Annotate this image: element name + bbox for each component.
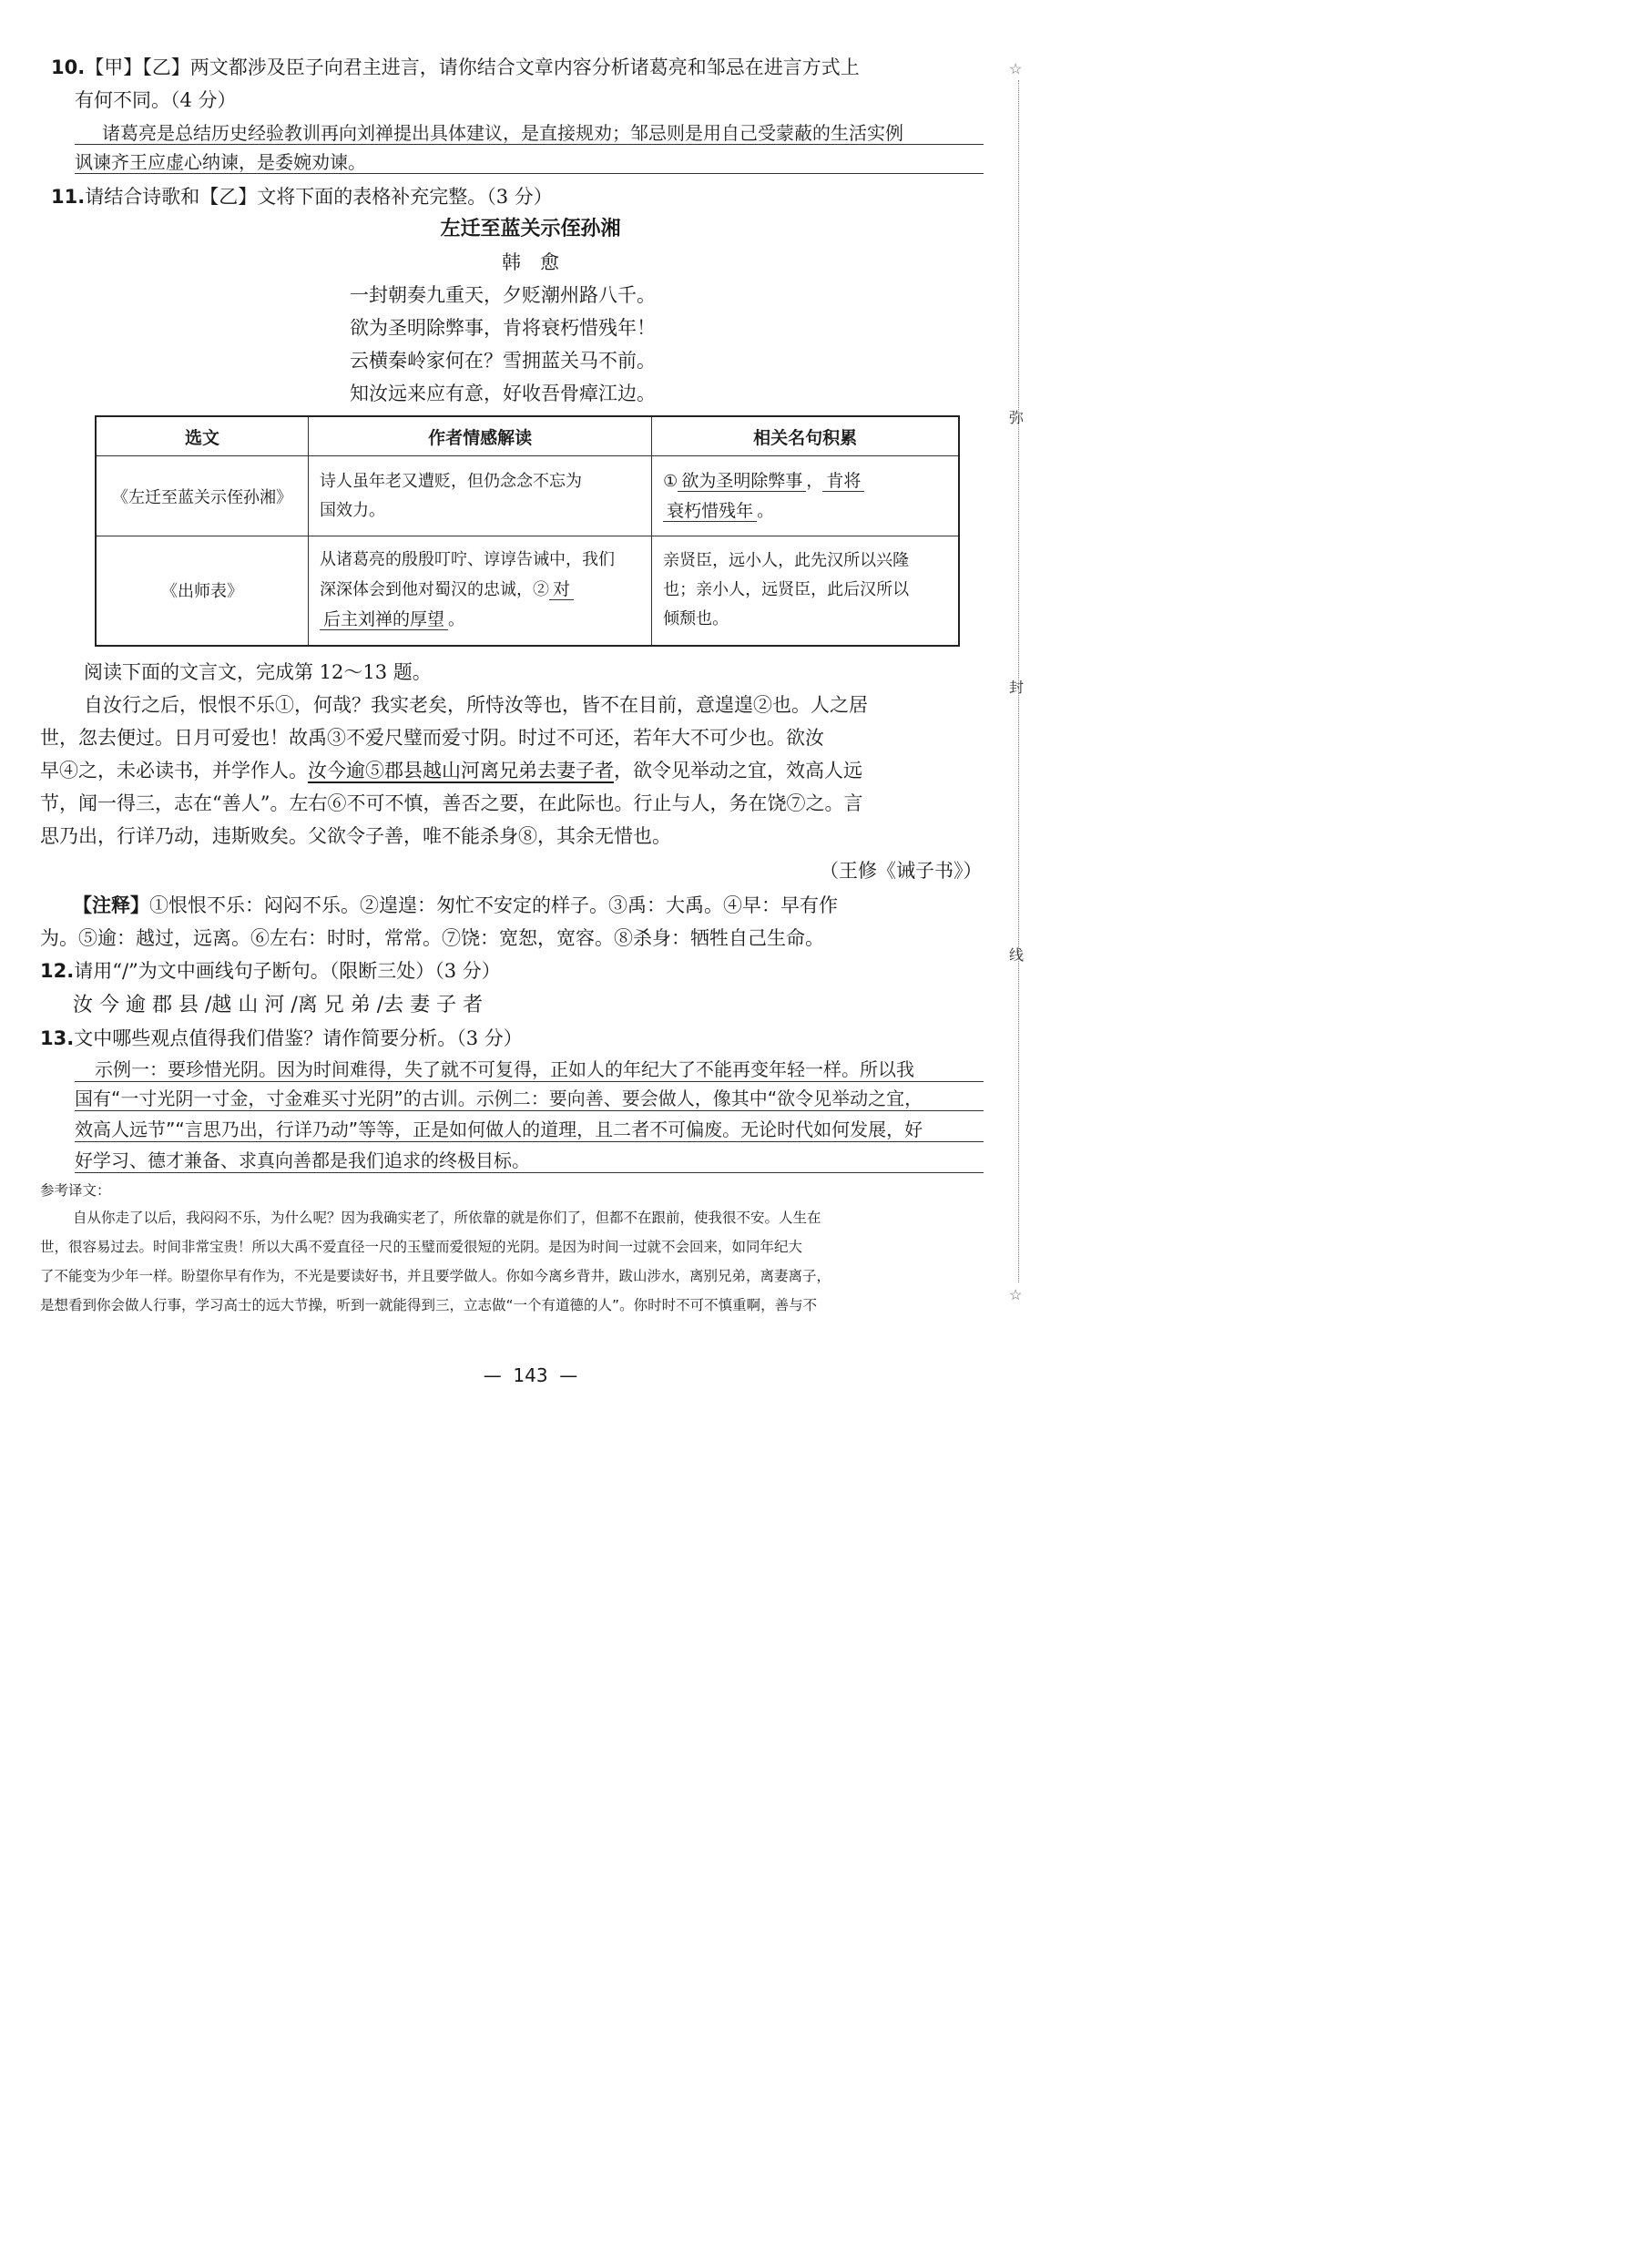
fill-answer: 欲为圣明除弊事 bbox=[678, 471, 806, 492]
passage-intro: 阅读下面的文言文，完成第 12～13 题。 bbox=[84, 661, 432, 683]
underlined-sentence: 汝今逾⑤郡县越山河离兄弟去妻子者 bbox=[308, 760, 614, 781]
q12-question: 12.请用“/”为文中画线句子断句。（限断三处）（3 分） bbox=[40, 960, 501, 982]
header-selection: 选文 bbox=[96, 416, 308, 456]
translation-line: 是想看到你会做人行事，学习高士的远大节操，听到一就能得到三，立志做“一个有道德的人”。你时时不可不慎重啊，善与不 bbox=[40, 1297, 818, 1313]
header-quotes: 相关名句积累 bbox=[652, 416, 959, 456]
fill-answer: 衰朽惜残年 bbox=[663, 501, 757, 522]
star-icon: ☆ bbox=[1009, 60, 1023, 77]
notes-label: 【注释】 bbox=[73, 894, 149, 916]
q13-number: 13. bbox=[40, 1027, 75, 1049]
poem-author: 韩 愈 bbox=[502, 251, 559, 273]
passage-line: 自汝行之后，恨恨不乐①，何哉？我实老矣，所恃汝等也，皆不在目前，意遑遑②也。人之居 bbox=[84, 694, 868, 716]
row1-work: 《左迁至蓝关示侄孙湘》 bbox=[96, 456, 308, 536]
row2-work: 《出师表》 bbox=[96, 536, 308, 646]
answer-rule bbox=[75, 1141, 984, 1142]
poem-line: 云横秦岭家何在？雪拥蓝关马不前。 bbox=[350, 350, 656, 372]
row2-emotion: 从诸葛亮的殷殷叮咛、谆谆告诫中，我们 深深体会到他对蜀汉的忠诚，② 对 后主刘禅的厚望 。 bbox=[308, 536, 651, 646]
q10-answer-line2: 讽谏齐王应虚心纳谏，是委婉劝谏。 bbox=[75, 151, 366, 173]
translation-label: 参考译文： bbox=[40, 1182, 111, 1199]
notes-line2: 为。⑤逾：越过，远离。⑥左右：时时，常常。⑦饶：宽恕，宽容。⑧杀身：牺牲自己生命。 bbox=[40, 927, 824, 949]
row2-quote: 亲贤臣，远小人，此先汉所以兴隆 也；亲小人，远贤臣，此后汉所以 倾颓也。 bbox=[652, 536, 959, 646]
answer-rule bbox=[75, 173, 984, 174]
margin-label-mi: 弥 bbox=[1009, 409, 1025, 426]
q10-answer-line1: 诸葛亮是总结历史经验教训再向刘禅提出具体建议，是直接规劝；邹忌则是用自己受蒙蔽的生活实例 bbox=[102, 122, 903, 144]
fill-answer: 肯将 bbox=[822, 471, 864, 492]
q10-number: 10. bbox=[51, 56, 86, 78]
table-row bbox=[96, 456, 959, 536]
q11-number: 11. bbox=[51, 186, 86, 208]
q13-answer-line: 示例一：要珍惜光阴。因为时间难得，失了就不可复得，正如人的年纪大了不能再变年轻一样。所以我 bbox=[95, 1058, 914, 1080]
q10-question-line2: 有何不同。（4 分） bbox=[75, 89, 237, 111]
passage-line: 节，闻一得三，志在“善人”。左右⑥不可不慎，善否之要，在此际也。行止与人，务在饶⑦之。言 bbox=[40, 792, 863, 814]
q13-answer-line: 国有“一寸光阴一寸金，寸金难买寸光阴”的古训。示例二：要向善、要会做人，像其中“欲令见举动之宜， bbox=[75, 1088, 923, 1109]
notes-line1: 【注释】①恨恨不乐：闷闷不乐。②遑遑：匆忙不安定的样子。③禹：大禹。④早：早有作 bbox=[73, 894, 838, 916]
answer-rule bbox=[75, 1172, 984, 1173]
translation-line: 世，很容易过去。时间非常宝贵！所以大禹不爱直径一尺的玉璧而爱很短的光阴。是因为时间一过就不会回来，如同年纪大 bbox=[40, 1239, 803, 1255]
fill-answer: 后主刘禅的厚望 bbox=[320, 609, 448, 630]
page bbox=[0, 0, 1061, 1416]
passage-line: 早④之，未必读书，并学作人。汝今逾⑤郡县越山河离兄弟去妻子者，欲令见举动之宜，效高人远 bbox=[40, 760, 862, 781]
row1-quote: ① 欲为圣明除弊事 ， 肯将 衰朽惜残年 。 bbox=[652, 456, 959, 536]
answer-rule bbox=[75, 144, 984, 145]
answer-rule bbox=[75, 1110, 984, 1111]
table-header-row bbox=[96, 416, 959, 456]
page-number: — 143 — bbox=[483, 1364, 578, 1386]
q12-answer: 汝 今 逾 郡 县 /越 山 河 /离 兄 弟 /去 妻 子 者 bbox=[73, 994, 484, 1016]
translation-line: 自从你走了以后，我闷闷不乐，为什么呢？因为我确实老了，所依靠的就是你们了，但都不在跟前，使我很不安。人生在 bbox=[73, 1210, 821, 1226]
fill-answer: 对 bbox=[549, 579, 574, 600]
header-emotion: 作者情感解读 bbox=[308, 416, 651, 456]
poem-title: 左迁至蓝关示侄孙湘 bbox=[440, 218, 621, 240]
passage-source: （王修《诫子书》） bbox=[820, 860, 983, 882]
star-icon: ☆ bbox=[1009, 1286, 1023, 1303]
q12-number: 12. bbox=[40, 960, 75, 982]
q13-answer-line: 好学习、德才兼备、求真向善都是我们追求的终极目标。 bbox=[75, 1149, 530, 1171]
q10-question-line1: 10.【甲】【乙】两文都涉及臣子向君主进言，请你结合文章内容分析诸葛亮和邹忌在进言方式上 bbox=[51, 56, 860, 78]
answer-rule bbox=[75, 1081, 984, 1082]
table-row bbox=[96, 536, 959, 646]
q11-table bbox=[95, 415, 960, 647]
poem-line: 欲为圣明除弊事，肯将衰朽惜残年！ bbox=[350, 317, 656, 339]
margin-label-feng: 封 bbox=[1009, 679, 1025, 696]
q13-question: 13.文中哪些观点值得我们借鉴？请作简要分析。（3 分） bbox=[40, 1027, 523, 1049]
row1-emotion: 诗人虽年老又遭贬，但仍念念不忘为 国效力。 bbox=[308, 456, 651, 536]
passage-line: 思乃出，行详乃动，违斯败矣。父欲令子善，唯不能杀身⑧，其余无惜也。 bbox=[40, 825, 671, 847]
margin-label-xian: 线 bbox=[1009, 946, 1025, 964]
q11-question: 11.请结合诗歌和【乙】文将下面的表格补充完整。（3 分） bbox=[51, 186, 553, 208]
poem-line: 知汝远来应有意，好收吾骨瘴江边。 bbox=[350, 383, 656, 404]
passage-line: 世，忽去便过。日月可爱也！故禹③不爱尺璧而爱寸阴。时过不可还，若年大不可少也。欲汝 bbox=[40, 727, 824, 749]
q13-answer-line: 效高人远节”“言思乃出，行详乃动”等等，正是如何做人的道理，且二者不可偏废。无论时代如何发展，好 bbox=[75, 1118, 923, 1140]
poem-line: 一封朝奏九重天，夕贬潮州路八千。 bbox=[350, 284, 656, 306]
translation-line: 了不能变为少年一样。盼望你早有作为，不光是要读好书，并且要学做人。你如今离乡背井，跋山涉水，离别兄弟，离妻离子， bbox=[40, 1268, 831, 1284]
